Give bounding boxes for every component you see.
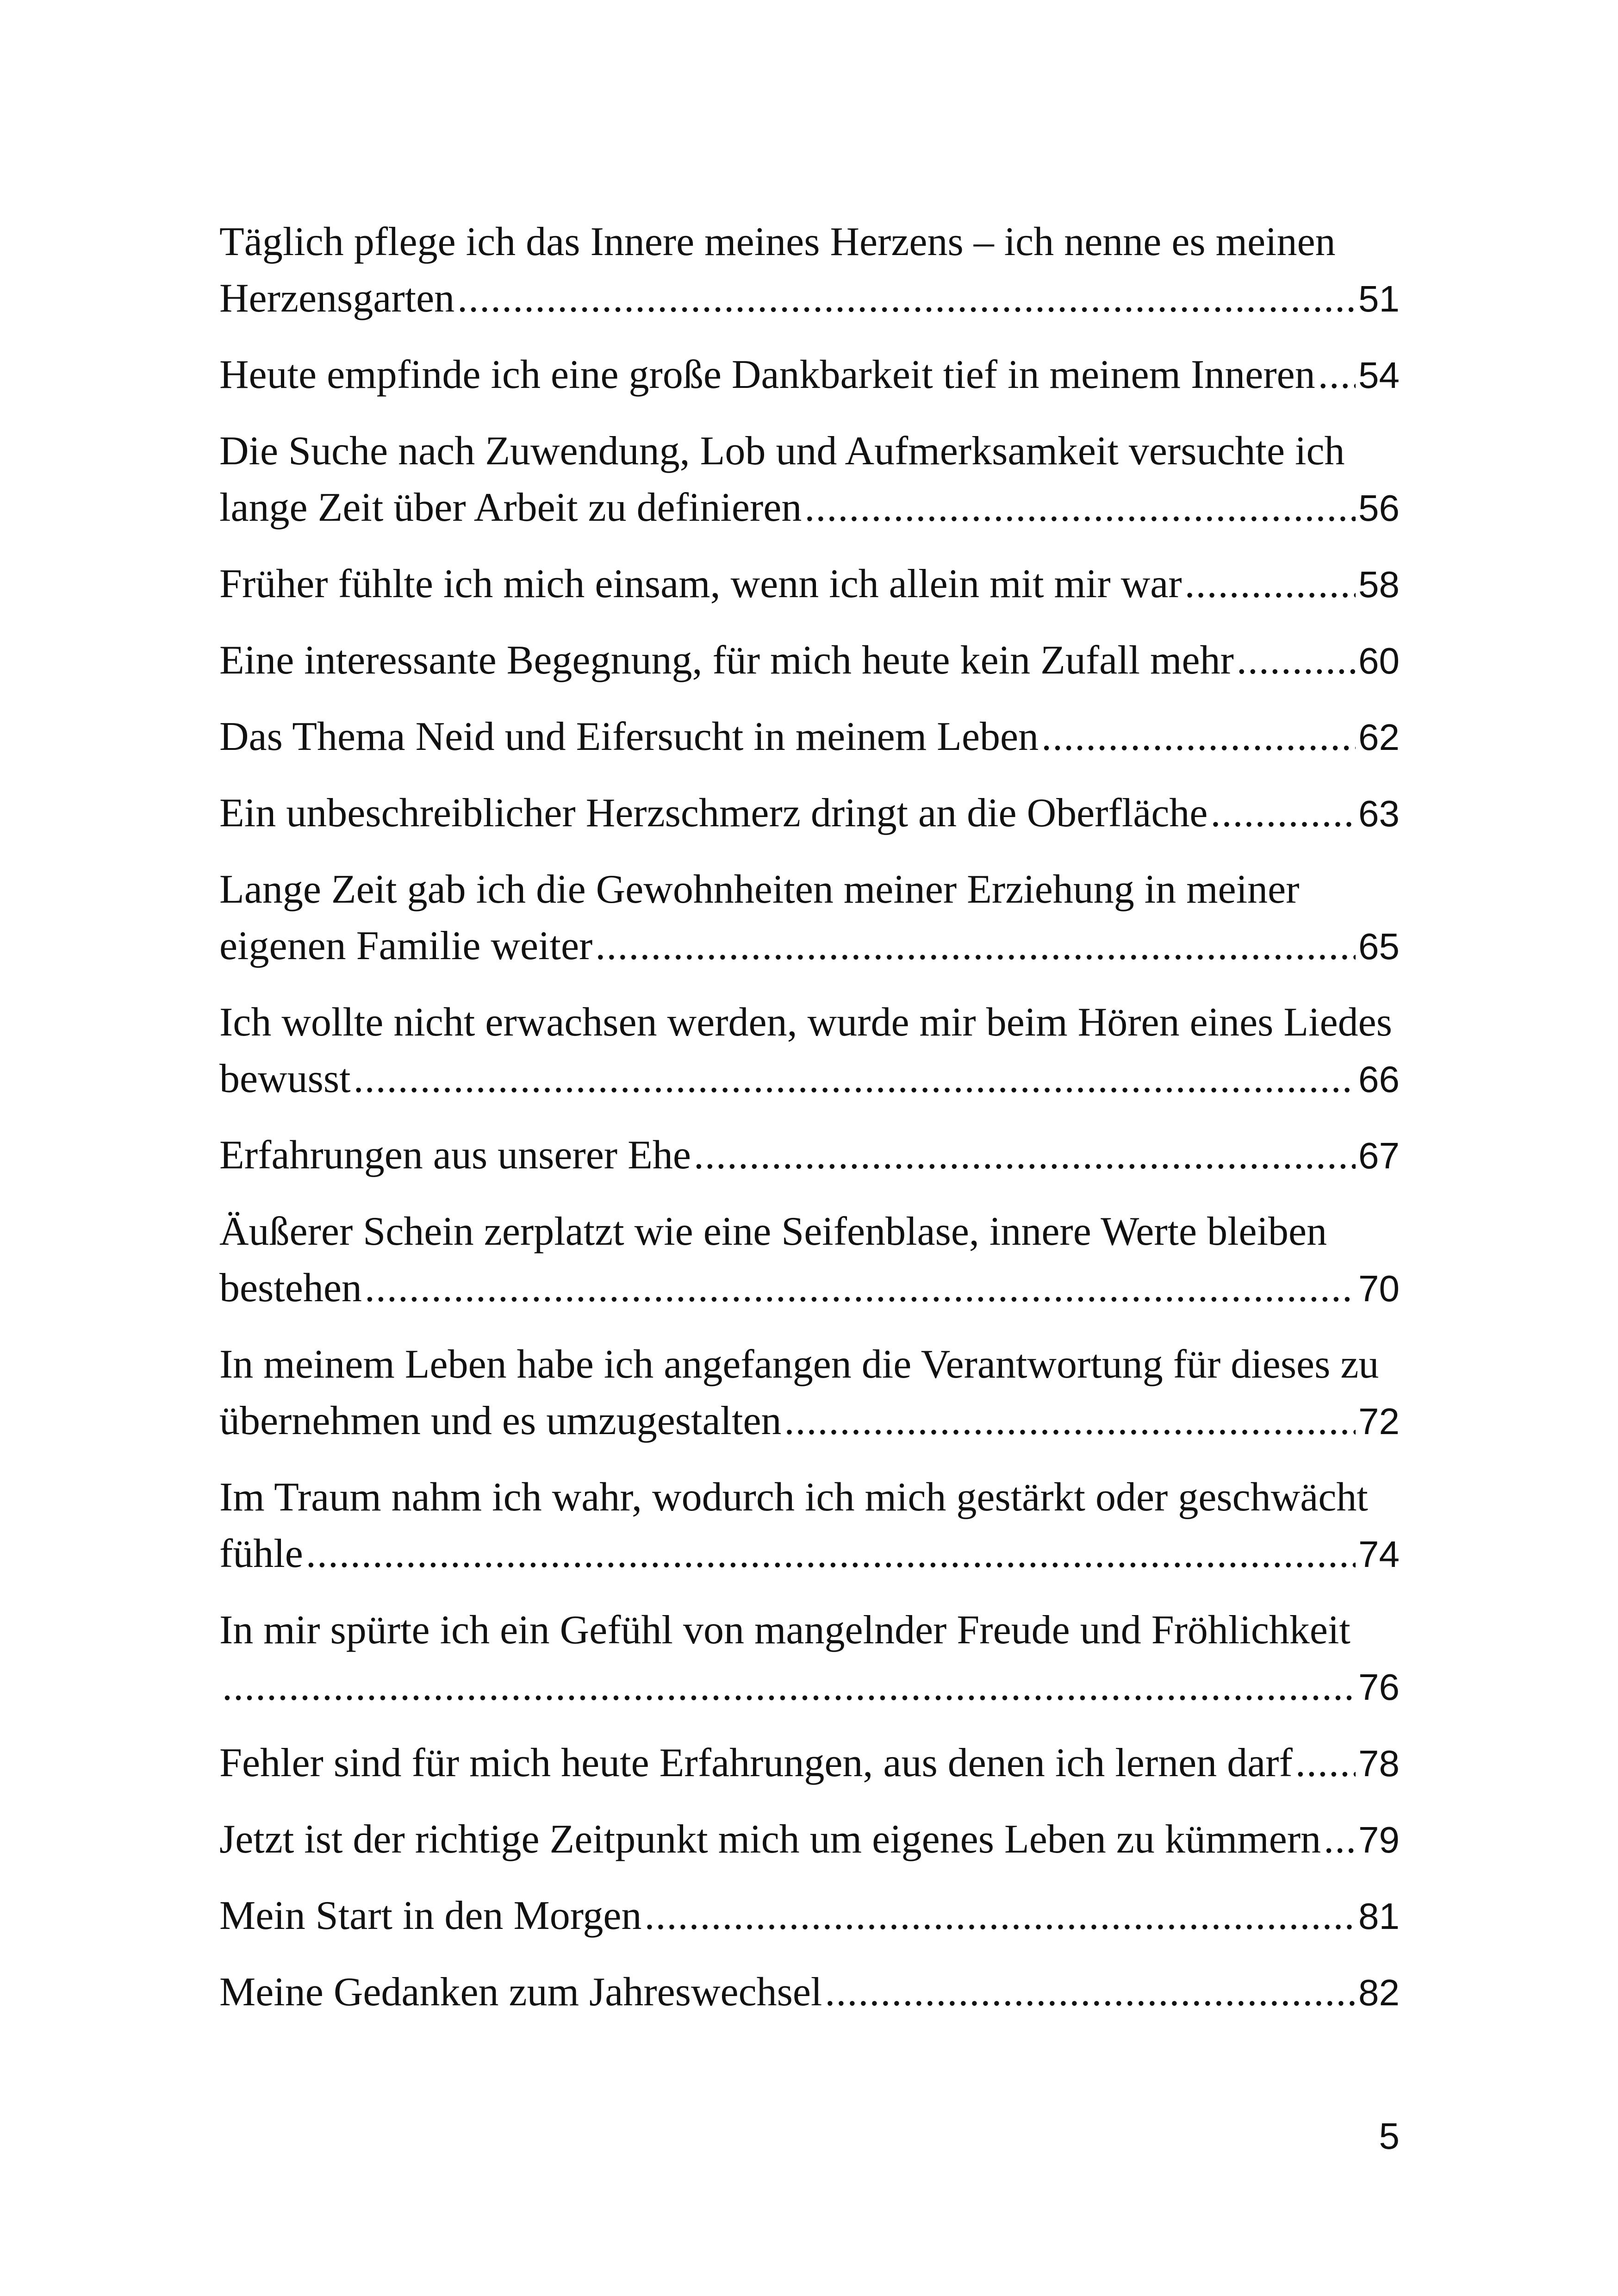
toc-entry-page-number: 63: [1358, 793, 1400, 834]
toc-entry[interactable]: [219, 214, 1400, 327]
toc-entry-title-line: fühle: [219, 1531, 303, 1576]
dot-leader: [784, 1393, 1356, 1449]
dot-leader: [644, 1888, 1356, 1944]
dot-leader: [694, 1127, 1356, 1184]
page-number: 5: [1379, 2115, 1400, 2157]
toc-entry-leader-row: [219, 1393, 1400, 1450]
toc-entry-title-line: bestehen: [219, 1266, 362, 1310]
toc-entry-page-number: 74: [1358, 1534, 1400, 1575]
toc-entry-leader-row: [219, 1526, 1400, 1583]
toc-entry-leader-row: [219, 709, 1400, 766]
toc-entry[interactable]: [219, 347, 1400, 404]
toc-entry[interactable]: [219, 1964, 1400, 2021]
toc-entry-page-number: 76: [1358, 1666, 1400, 1708]
dot-leader: [1210, 785, 1356, 842]
toc-entry-title-line: lange Zeit über Arbeit zu definieren: [219, 485, 802, 530]
toc-entry-page-number: 82: [1358, 1972, 1400, 2013]
toc-entry-page-number: 65: [1358, 926, 1400, 967]
table-of-contents: [219, 214, 1400, 2040]
toc-entry[interactable]: [219, 1602, 1400, 1716]
toc-entry-page-number: 66: [1358, 1059, 1400, 1100]
toc-entry-leader-row: [219, 1051, 1400, 1108]
toc-entry-page-number: 67: [1358, 1135, 1400, 1176]
toc-entry[interactable]: [219, 1127, 1400, 1184]
toc-entry-title-line: Das Thema Neid und Eifersucht in meinem Leben: [219, 714, 1039, 759]
toc-entry-title-line: Lange Zeit gab ich die Gewohnheiten meiner Erziehung in meiner: [219, 867, 1300, 912]
toc-entry-leader-row: [219, 556, 1400, 613]
toc-entry-title-line: Herzensgarten: [219, 276, 455, 321]
toc-entry-title-line: In mir spürte ich ein Gefühl von mangelnder Freude und Fröhlichkeit: [219, 1608, 1350, 1653]
toc-entry[interactable]: [219, 423, 1400, 537]
dot-leader: [1185, 556, 1356, 612]
dot-leader: [457, 270, 1356, 327]
dot-leader: [1324, 1811, 1356, 1868]
dot-leader: [1237, 632, 1356, 689]
dot-leader: [222, 1659, 1356, 1715]
toc-entry-leader-row: [219, 1260, 1400, 1317]
toc-entry-page-number: 70: [1358, 1268, 1400, 1309]
toc-entry-page-number: 81: [1358, 1896, 1400, 1937]
toc-entry-page-number: 78: [1358, 1743, 1400, 1784]
toc-entry-page-number: 62: [1358, 717, 1400, 758]
toc-entry-title-line: Täglich pflege ich das Innere meines Herzens – ich nenne es meinen: [219, 219, 1336, 264]
toc-entry-page-number: 79: [1358, 1819, 1400, 1860]
dot-leader: [1295, 1735, 1356, 1791]
toc-entry-leader-row: [219, 1659, 1400, 1716]
dot-leader: [595, 918, 1356, 974]
toc-entry-title-line: Eine interessante Begegnung, für mich heute kein Zufall mehr: [219, 638, 1234, 683]
dot-leader: [825, 1964, 1356, 2021]
dot-leader: [1041, 709, 1356, 765]
toc-entry[interactable]: [219, 994, 1400, 1108]
toc-entry-leader-row: [219, 1964, 1400, 2021]
toc-entry-title-line: Erfahrungen aus unserer Ehe: [219, 1133, 691, 1178]
toc-entry-leader-row: [219, 785, 1400, 842]
toc-entry-title-line: übernehmen und es umzugestalten: [219, 1398, 782, 1443]
toc-entry[interactable]: [219, 709, 1400, 766]
toc-entry-page-number: 58: [1358, 564, 1400, 605]
toc-entry[interactable]: [219, 1811, 1400, 1868]
toc-entry-title-line: Meine Gedanken zum Jahreswechsel: [219, 1970, 822, 2015]
toc-entry-leader-row: [219, 270, 1400, 327]
toc-entry-title-line: Fehler sind für mich heute Erfahrungen, aus denen ich lernen darf: [219, 1741, 1293, 1785]
toc-entry-title-line: Äußerer Schein zerplatzt wie eine Seifenblase, innere Werte bleiben: [219, 1209, 1327, 1254]
toc-entry-page-number: 54: [1358, 355, 1400, 396]
toc-entry-page-number: 56: [1358, 487, 1400, 529]
toc-entry-title-line: Jetzt ist der richtige Zeitpunkt mich um eigenes Leben zu kümmern: [219, 1817, 1321, 1862]
toc-entry[interactable]: [219, 1336, 1400, 1450]
dot-leader: [354, 1051, 1356, 1107]
toc-entry[interactable]: [219, 1204, 1400, 1317]
toc-entry-title-line: In meinem Leben habe ich angefangen die Verantwortung für dieses zu: [219, 1342, 1379, 1387]
dot-leader: [804, 480, 1356, 536]
toc-entry-title-line: Früher fühlte ich mich einsam, wenn ich allein mit mir war: [219, 562, 1182, 606]
toc-entry[interactable]: [219, 556, 1400, 613]
toc-entry-page-number: 72: [1358, 1401, 1400, 1442]
toc-entry-leader-row: [219, 632, 1400, 689]
toc-entry-title-line: bewusst: [219, 1056, 351, 1101]
toc-entry-leader-row: [219, 1811, 1400, 1868]
toc-entry[interactable]: [219, 861, 1400, 975]
toc-entry-title-line: Mein Start in den Morgen: [219, 1893, 642, 1938]
toc-entry-leader-row: [219, 918, 1400, 975]
toc-entry-leader-row: [219, 1735, 1400, 1792]
toc-entry-leader-row: [219, 480, 1400, 537]
toc-entry-page-number: 60: [1358, 640, 1400, 681]
toc-entry[interactable]: [219, 1735, 1400, 1792]
toc-entry-title-line: Die Suche nach Zuwendung, Lob und Aufmerksamkeit versuchte ich: [219, 429, 1345, 474]
dot-leader: [1318, 347, 1356, 403]
toc-entry-leader-row: [219, 347, 1400, 404]
toc-entry-leader-row: [219, 1888, 1400, 1945]
toc-entry-page-number: 51: [1358, 278, 1400, 319]
toc-entry[interactable]: [219, 1469, 1400, 1583]
dot-leader: [365, 1260, 1356, 1316]
toc-entry-title-line: Ich wollte nicht erwachsen werden, wurde mir beim Hören eines Liedes: [219, 1000, 1392, 1045]
dot-leader: [306, 1526, 1356, 1582]
toc-entry[interactable]: [219, 1888, 1400, 1945]
toc-entry-title-line: eigenen Familie weiter: [219, 923, 593, 968]
toc-entry-leader-row: [219, 1127, 1400, 1184]
toc-entry[interactable]: [219, 785, 1400, 842]
toc-entry-title-line: Ein unbeschreiblicher Herzschmerz dringt an die Oberfläche: [219, 791, 1208, 836]
toc-entry-title-line: Im Traum nahm ich wahr, wodurch ich mich gestärkt oder geschwächt: [219, 1475, 1368, 1520]
toc-entry-title-line: Heute empfinde ich eine große Dankbarkeit tief in meinem Inneren: [219, 352, 1315, 397]
toc-entry[interactable]: [219, 632, 1400, 689]
